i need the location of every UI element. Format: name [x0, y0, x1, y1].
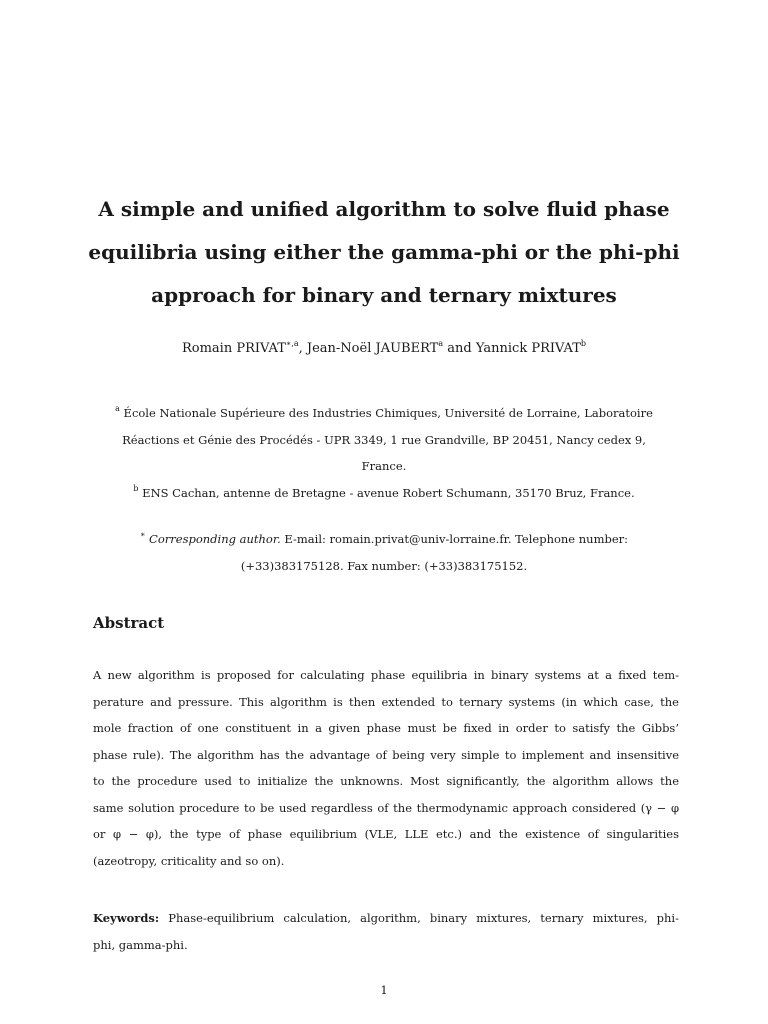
- author-separator: ,: [298, 341, 307, 356]
- author-name: Jean-Noël JAUBERT: [306, 341, 439, 356]
- abstract-line: perature and pressure. This algorithm is then extended to ternary systems (in which case, the: [93, 694, 679, 709]
- correspondence-line: [80, 526, 688, 553]
- abstract-line: A new algorithm is proposed for calculating phase equilibria in binary systems at a fixed tem-: [93, 668, 679, 682]
- correspondence-contact: E-mail: romain.privat@univ-lorraine.fr. Telephone number:: [280, 532, 629, 546]
- abstract-line: mole fraction of one constituent in a given phase must be fixed in order to satisfy the Gibbs’: [93, 721, 679, 735]
- abstract-line: same solution procedure to be used regardless of the thermodynamic approach considered (γ − φ: [93, 800, 679, 815]
- affiliation-b: [80, 480, 688, 506]
- affiliation-line: $^a$ École Nationale Supérieure des Industries Chimiques, Université de Lorraine, Laboratoire: [115, 404, 653, 420]
- affiliation-a: [80, 400, 688, 480]
- correspondence-line: (+33)383175128. Fax number: (+33)383175152.: [240, 559, 528, 573]
- abstract-heading: Abstract: [93, 614, 165, 632]
- keywords-label: Keywords:: [93, 911, 160, 925]
- abstract-line: phase rule). The algorithm has the advantage of being very simple to implement and insensitive: [93, 747, 679, 762]
- affiliation-text: ENS Cachan, antenne de Bretagne - avenue Robert Schumann, 35170 Bruz, France.: [142, 486, 635, 500]
- paper-title: [60, 188, 708, 317]
- author-list: [60, 338, 708, 360]
- abstract-line: to the procedure used to initialize the unknowns. Most significantly, the algorithm allows the: [93, 774, 679, 788]
- keywords-text: Phase-equilibrium calculation, algorithm, binary mixtures, ternary mixtures, phi-: [159, 911, 679, 925]
- correspondence-marker: ∗: [139, 530, 146, 539]
- author-name: Romain PRIVAT: [181, 341, 286, 356]
- correspondence-label: Corresponding author.: [149, 532, 281, 546]
- title-line: A simple and unified algorithm to solve fluid phase: [98, 197, 670, 221]
- affiliation-marker: a: [115, 404, 120, 413]
- correspondence-note: [80, 526, 688, 580]
- author-superscript: a: [438, 339, 444, 348]
- author-superscript: ∗,a: [285, 339, 299, 348]
- affiliation-line: France.: [361, 459, 407, 473]
- author-separator: and: [443, 341, 476, 356]
- title-line: approach for binary and ternary mixtures: [151, 283, 617, 307]
- abstract-body: [93, 662, 679, 874]
- affiliation-line: Réactions et Génie des Procédés - UPR 3349, 1 rue Grandville, BP 20451, Nancy cedex 9,: [122, 432, 646, 447]
- title-line: equilibria using either the gamma-phi or the phi-phi: [88, 240, 680, 264]
- author-name: Yannick PRIVAT: [475, 341, 581, 356]
- author-superscript: b: [580, 339, 586, 348]
- abstract-line: (azeotropy, criticality and so on).: [93, 853, 285, 868]
- keywords-line: [93, 905, 679, 932]
- abstract-line: or φ − φ), the type of phase equilibrium (VLE, LLE etc.) and the existence of singularities: [93, 827, 679, 841]
- affiliation-marker: b: [133, 484, 139, 493]
- page-number: 1: [380, 983, 388, 997]
- keywords-line: phi, gamma-phi.: [93, 938, 188, 952]
- keywords: [93, 905, 679, 959]
